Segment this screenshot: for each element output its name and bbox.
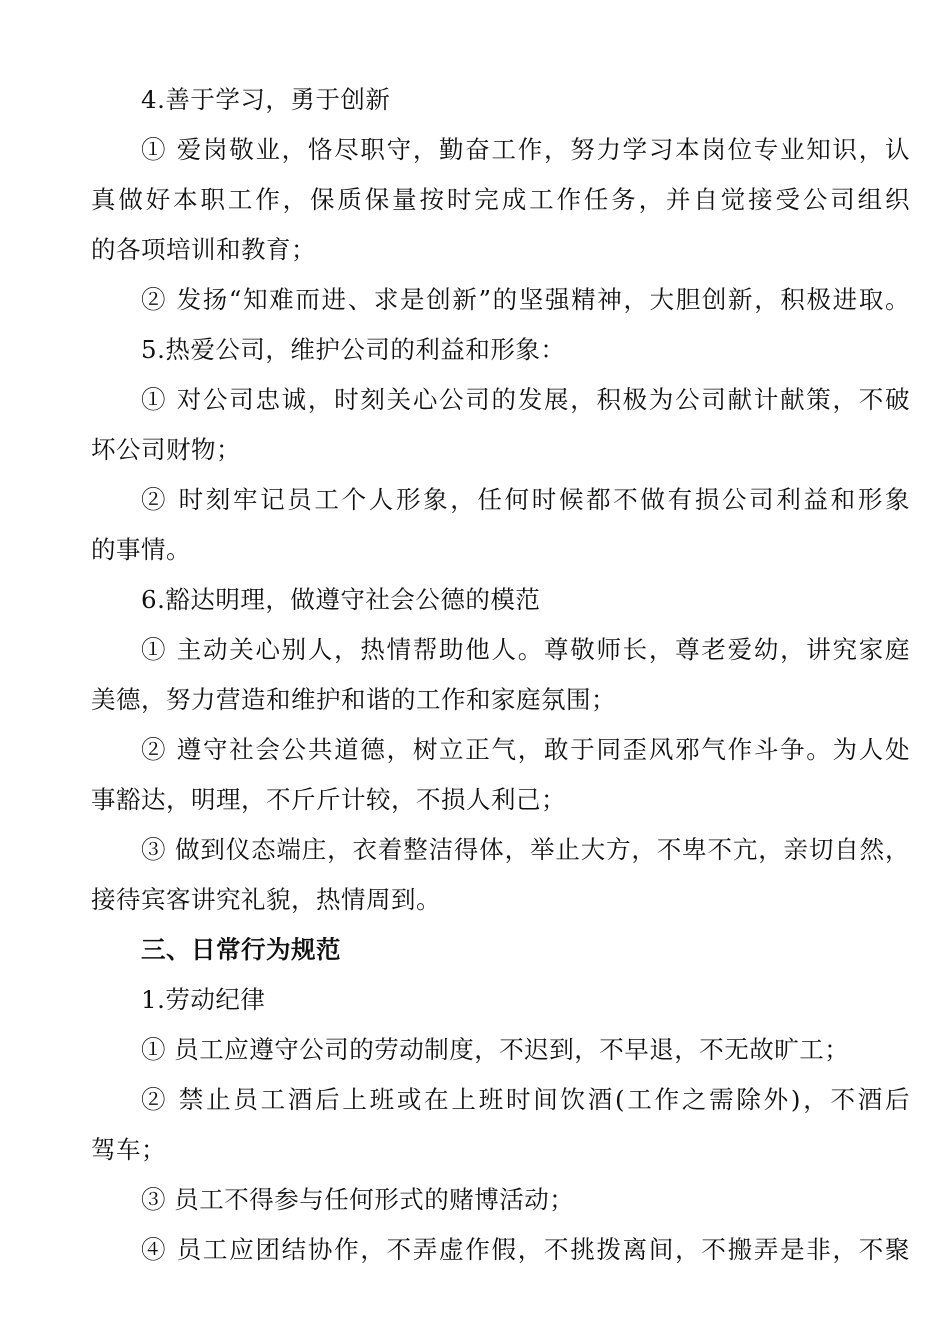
paragraph-line: ③ 做到仪态端庄，衣着整洁得体，举止大方，不卑不亢，亲切自然， xyxy=(141,835,910,864)
paragraph-line: ② 发扬“知难而进、求是创新”的坚强精神，大胆创新，积极进取。 xyxy=(141,285,910,314)
paragraph-line: ② 时刻牢记员工个人形象，任何时候都不做有损公司利益和形象 xyxy=(141,485,910,514)
paragraph-line: 驾车； xyxy=(91,1135,166,1164)
paragraph-line: 的各项培训和教育； xyxy=(91,235,316,264)
paragraph-line: ① 员工应遵守公司的劳动制度，不迟到，不早退，不无故旷工； xyxy=(141,1035,850,1064)
paragraph-line: ① 爱岗敬业，恪尽职守，勤奋工作，努力学习本岗位专业知识，认 xyxy=(141,135,910,164)
paragraph-line: ① 主动关心别人，热情帮助他人。尊敬师长，尊老爱幼，讲究家庭 xyxy=(141,635,910,664)
paragraph-line: ② 遵守社会公共道德，树立正气，敢于同歪风邪气作斗争。为人处 xyxy=(141,735,910,764)
paragraph-line: ① 对公司忠诚，时刻关心公司的发展，积极为公司献计献策，不破 xyxy=(141,385,910,414)
paragraph-line: ② 禁止员工酒后上班或在上班时间饮酒(工作之需除外)，不酒后 xyxy=(141,1085,910,1114)
section-heading-6: 6.豁达明理，做遵守社会公德的模范 xyxy=(141,585,541,614)
subsection-heading: 1.劳动纪律 xyxy=(141,985,266,1014)
paragraph-line: 坏公司财物； xyxy=(91,435,241,464)
paragraph-line: 接待宾客讲究礼貌，热情周到。 xyxy=(91,885,441,914)
section-heading-4: 4.善于学习，勇于创新 xyxy=(141,85,391,114)
paragraph-line: ③ 员工不得参与任何形式的赌博活动； xyxy=(141,1185,575,1214)
paragraph-line: 真做好本职工作，保质保量按时完成工作任务，并自觉接受公司组织 xyxy=(91,185,910,214)
paragraph-line: ④ 员工应团结协作，不弄虚作假，不挑拨离间，不搬弄是非，不聚 xyxy=(141,1235,910,1264)
paragraph-line: 的事情。 xyxy=(91,535,191,564)
paragraph-line: 事豁达，明理，不斤斤计较，不损人利己； xyxy=(91,785,566,814)
section-heading-5: 5.热爱公司，维护公司的利益和形象： xyxy=(141,335,566,364)
chapter-heading: 三、日常行为规范 xyxy=(141,935,341,964)
paragraph-line: 美德，努力营造和维护和谐的工作和家庭氛围； xyxy=(91,685,616,714)
